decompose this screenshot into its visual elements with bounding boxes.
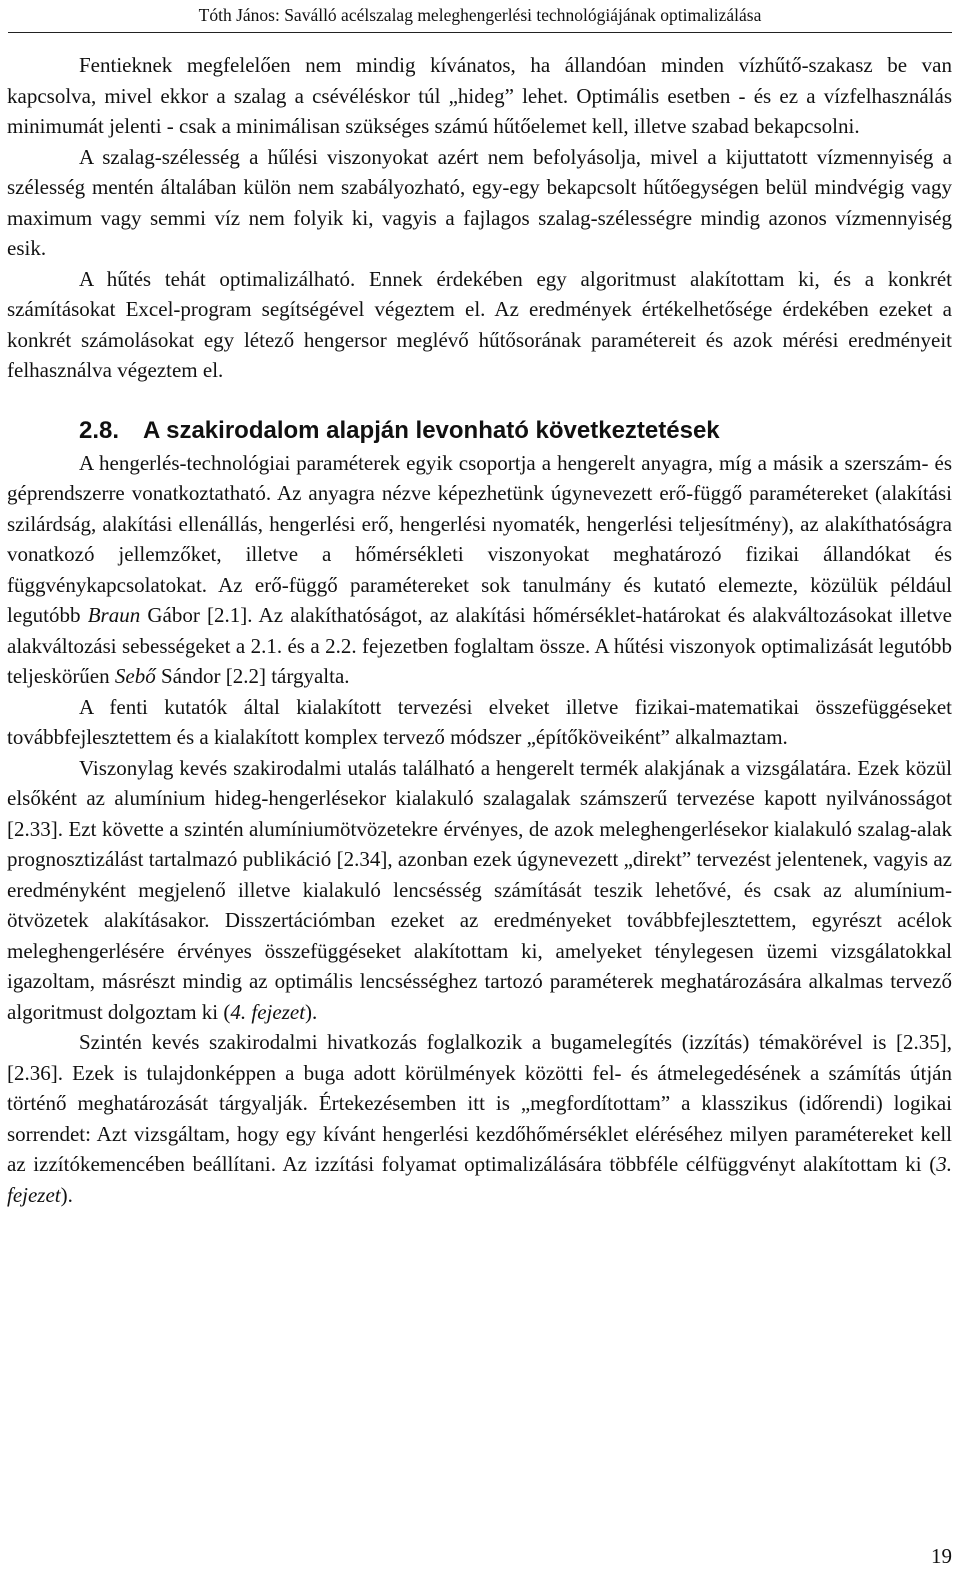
section-title: A szakirodalom alapján levonható következtetések bbox=[143, 416, 720, 444]
text-run: Sándor [2.2] tárgyalta. bbox=[155, 664, 350, 688]
paragraph-strip-width: A szalag-szélesség a hűlési viszonyokat azért nem befolyásolja, mivel a kijuttatott vízmennyiség a szélesség mentén általában külön nem szabályozható, egy-egy bekapcsolt hűtőegységen belül mindvégig vagy maximum vagy semmi víz nem folyik ki, vagyis a fajlagos szalag-szélességre mindig azonos vízmennyiség esik. bbox=[7, 144, 952, 260]
page-body bbox=[7, 50, 952, 1210]
paragraph-optimization-algorithm: A hűtés tehát optimalizálható. Ennek érdekében egy algoritmust alakítottam ki, és a konkrét számításokat Excel-program segítségével végeztem el. Az eredmények értékelhetősége érdekében ezeket a konkrét számolásokat egy létező hengersor meglévő hűtősorának paramétereit és azok mérési eredményeit felhasználva végeztem el. bbox=[7, 266, 952, 382]
text-run: Gábor [2.1]. Az alakíthatóságot, az alakítási hőmérséklet-határokat és alakváltozásokat illetve alakváltozási sebességeket a 2.1. és a 2.2. fejezetben foglaltam össze. A hűtési viszonyok optimalizását legutóbb teljeskörűen bbox=[7, 603, 952, 688]
running-header: Tóth János: Saválló acélszalag meleghengerlési technológiájának optimalizálása bbox=[8, 2, 952, 33]
section-heading bbox=[7, 414, 952, 448]
paragraph-cooling-sections: Fentieknek megfelelően nem mindig kívánatos, ha állandóan minden vízhűtő-szakasz be van kapcsolva, mivel ekkor a szalag a csévéléskor túl „hideg” lehet. Optimális esetben - és ez a vízfelhasználás minimumát jelenti - csak a minimálisan szükséges számú hűtőelemet kell, illetve szabad bekapcsolni. bbox=[7, 53, 952, 138]
chapter-reference: 4. fejezet bbox=[230, 999, 306, 1024]
text-run: ). bbox=[60, 1182, 73, 1207]
text-run: A hengerlés-technológiai paraméterek egyik csoportja a hengerelt anyagra, míg a másik a szerszám- és géprendszerre vonatkoztatható. Az anyagra nézve képezhetünk úgynevezett erő-függő paramétereket (alakítási szilárdság, alakítási ellenállás, hengerlési erő, hengerlési nyomaték, hengerlési teljesítmény), az alakíthatóságra vonatkozó jellemzőket, illetve a hőmérsékleti viszonyokat meghatározó fizikai állandókat és függvénykapcsolatokat. Az erő-függő paramétereket sok tanulmány és kutató elemezte, közülük például legutóbb bbox=[7, 450, 952, 627]
text-run: Viszonylag kevés szakirodalmi utalás található a hengerelt termék alakjának a vizsgálatára. Ezek közül elsőként az alumínium hideg-hengerlésekor kialakuló szalagalak számszerű tervezése kapott nyilvánosságot [2.33]. Ezt követte a szintén alumíniumötvözetekre érvényes, de azok meleghengerlésekor kialakuló szalag-alak prognosztizálást tartalmazó publikáció [2.34], azonban ezek úgynevezett „direkt” tervezést jelentenek, vagyis az eredményként megjelenő illetve kialakuló lencsésség számítását teszik lehetővé, és csak az alumínium-ötvözetek alakításakor. Disszertációmban ezeket az eredményeket továbbfejlesztettem, egyrészt acélok meleghengerlésére érvényes összefüggéseket alakítottam ki, amelyeket ténylegesen üzemi vizsgálatokkal igazoltam, másrészt mindig az optimális lencsésséghez tartozó paraméterek meghatározására alkalmas tervező algoritmust dolgoztam ki ( bbox=[7, 755, 952, 1024]
paragraph-billet-heating bbox=[7, 1027, 952, 1210]
text-run: Szintén kevés szakirodalmi hivatkozás foglalkozik a bugamelegítés (izzítás) témakörével is [2.35],[2.36]. Ezek is tulajdonképpen a buga adott körülmények közötti fel- és átmelegedésének a számítás útján történő meghatározását tárgyalják. Értekezésemben itt is „megfordítottam” a klasszikus (időrendi) logikai sorrendet: Azt vizsgáltam, hogy egy kívánt hengerlési kezdőhőmérséklet eléréséhez milyen paramétereket kell az izzítókemencében beállítani. Az izzítási folyamat optimalizálására többféle célfüggvényt alakítottam ki ( bbox=[7, 1030, 952, 1176]
text-run: ). bbox=[305, 999, 318, 1024]
chapter-reference: 3. fejezet bbox=[7, 1152, 952, 1207]
author-name-sebo: Sebő bbox=[114, 664, 156, 688]
author-name-braun: Braun bbox=[87, 603, 141, 627]
section-number: 2.8. bbox=[79, 416, 120, 444]
paragraph-strip-shape bbox=[7, 753, 952, 1028]
paragraph-design-principles: A fenti kutatók által kialakított tervezési elveket illetve fizikai-matematikai összefüggéseket továbbfejlesztettem és a kialakított komplex tervező módszer „építőköveiként” alkalmaztam. bbox=[7, 694, 952, 749]
paragraph-rolling-parameters bbox=[7, 448, 952, 692]
page-number: 19 bbox=[931, 1544, 952, 1568]
